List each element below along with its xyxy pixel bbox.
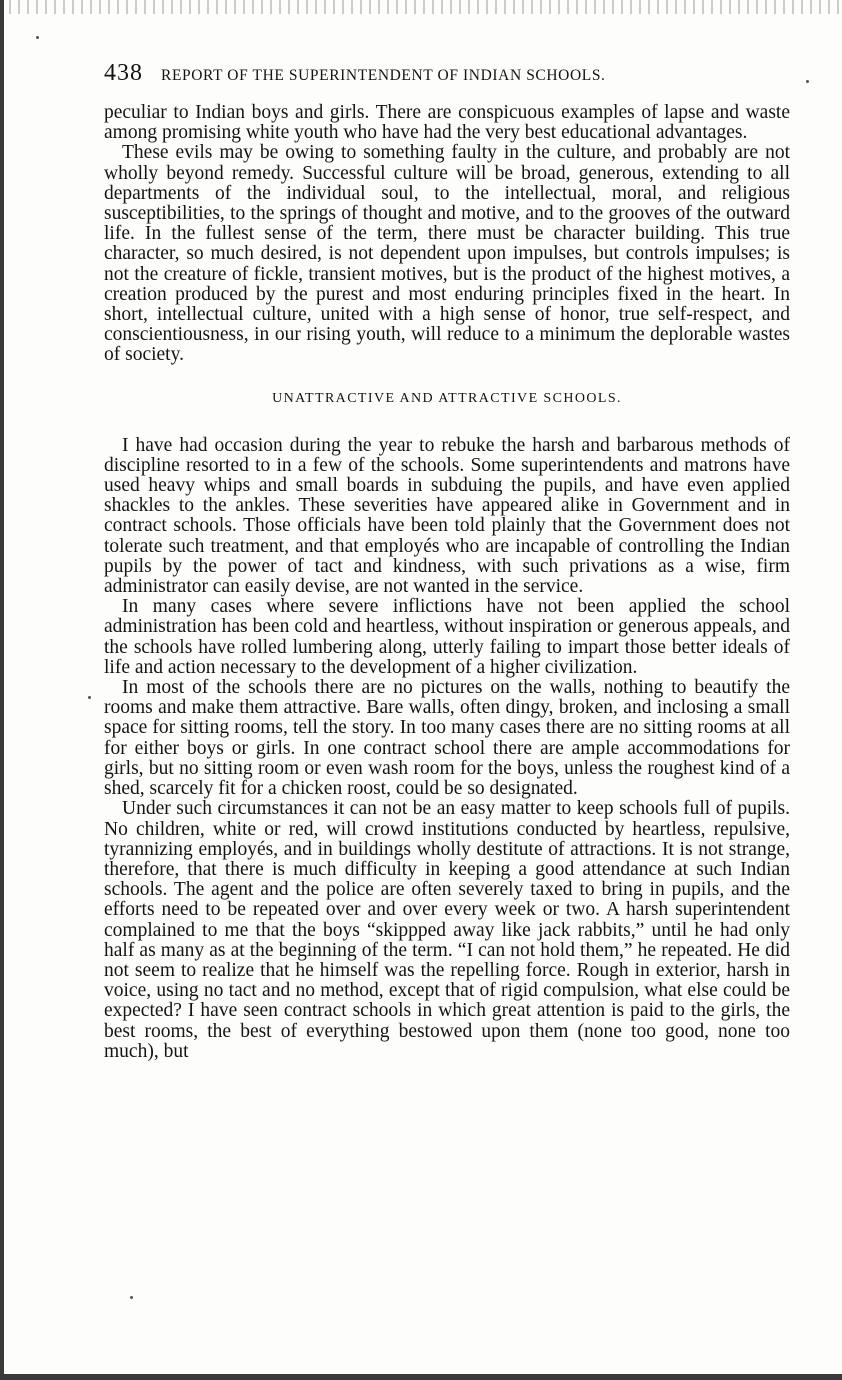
page-header bbox=[104, 60, 794, 90]
scan-speck bbox=[88, 696, 91, 699]
scan-edge-top bbox=[0, 0, 842, 14]
paragraph-bare-walls: In most of the schools there are no pictures on the walls, nothing to beautify the rooms and make them attractive. Bare walls, often dingy, broken, and inclosing a small space for sitting rooms, tell the story. In too many cases there are no sitting rooms at all for either boys or girls. In one contract school there are ample accommodations for girls, but no sitting room or even wash room for the boys, unless the roughest kind of a shed, scarcely fit for a chicken roost, could be so designated. bbox=[104, 677, 790, 800]
page-number: 438 bbox=[104, 60, 143, 86]
paragraph-cold-administration: In many cases where severe inflictions have not been applied the school administration has been cold and heartless, without inspiration or generous appeals, and the schools have rolled lumbering along, utterly failing to impart those better ideals of life and action necessary to the development of a higher civilization. bbox=[104, 596, 790, 678]
section-heading: UNATTRACTIVE AND ATTRACTIVE SCHOOLS. bbox=[272, 390, 622, 406]
paragraph-character-building: These evils may be owing to something faulty in the culture, and probably are not wholly beyond remedy. Successful culture will be broad, generous, extending to all departments of the individual soul, to the intellectual, moral, and religious susceptibilities, to the springs of thought and motive, and to the grooves of the outward life. In the fullest sense of the term, there must be character building. This true character, so much desired, is not dependent upon impulses, but controls impulses; is not the creature of fickle, transient motives, but is the product of the highest motives, a creation produced by the purest and most enduring principles fixed in the heart. In short, intellectual culture, united with a high sense of honor, true self-respect, and conscientiousness, in our rising youth, will reduce to a minimum the deplorable wastes of society. bbox=[104, 142, 790, 366]
scan-speck bbox=[806, 80, 809, 83]
scan-edge-bottom bbox=[0, 1374, 842, 1380]
scan-speck bbox=[130, 1296, 133, 1299]
scan-speck bbox=[36, 36, 39, 39]
paragraph-attendance: Under such circumstances it can not be an easy matter to keep schools full of pupils. No children, white or red, will crowd institutions conducted by heartless, repulsive, tyrannizing employés, and in buildings wholly destitute of attractions. It is not strange, therefore, that there is much difficulty in keeping a good attendance at such Indian schools. The agent and the police are often severely taxed to bring in pupils, and the efforts need to be repeated over and over every week or two. A harsh superintendent complained to me that the boys “skippped away like jack rabbits,” until he had only half as many as at the beginning of the term. “I can not hold them,” he repeated. He did not seem to realize that he himself was the repelling force. Rough in exterior, harsh in voice, using no tact and no method, except that of rigid compulsion, what else could be expected? I have seen contract schools in which great attention is paid to the girls, the best rooms, the best of everything bestowed upon them (none too good, none too much), but bbox=[104, 798, 790, 1062]
running-title: REPORT OF THE SUPERINTENDENT OF INDIAN SCHOOLS. bbox=[161, 67, 606, 84]
paragraph-continued: peculiar to Indian boys and girls. There are conspicuous examples of lapse and waste among promising white youth who have had the very best educational advantages. bbox=[104, 102, 790, 144]
body-text bbox=[104, 103, 790, 1062]
scan-edge-left bbox=[0, 0, 4, 1380]
paragraph-harsh-discipline: I have had occasion during the year to rebuke the harsh and barbarous methods of discipline resorted to in a few of the schools. Some superintendents and matrons have used heavy whips and small boards in subduing the pupils, and have even applied shackles to the ankles. These severities have appeared alike in Government and in contract schools. Those officials have been told plainly that the Government does not tolerate such treatment, and that employés who are incapable of controlling the Indian pupils by the power of tact and kindness, with such privations as a wise, firm administrator can easily devise, are not wanted in the service. bbox=[104, 434, 790, 598]
